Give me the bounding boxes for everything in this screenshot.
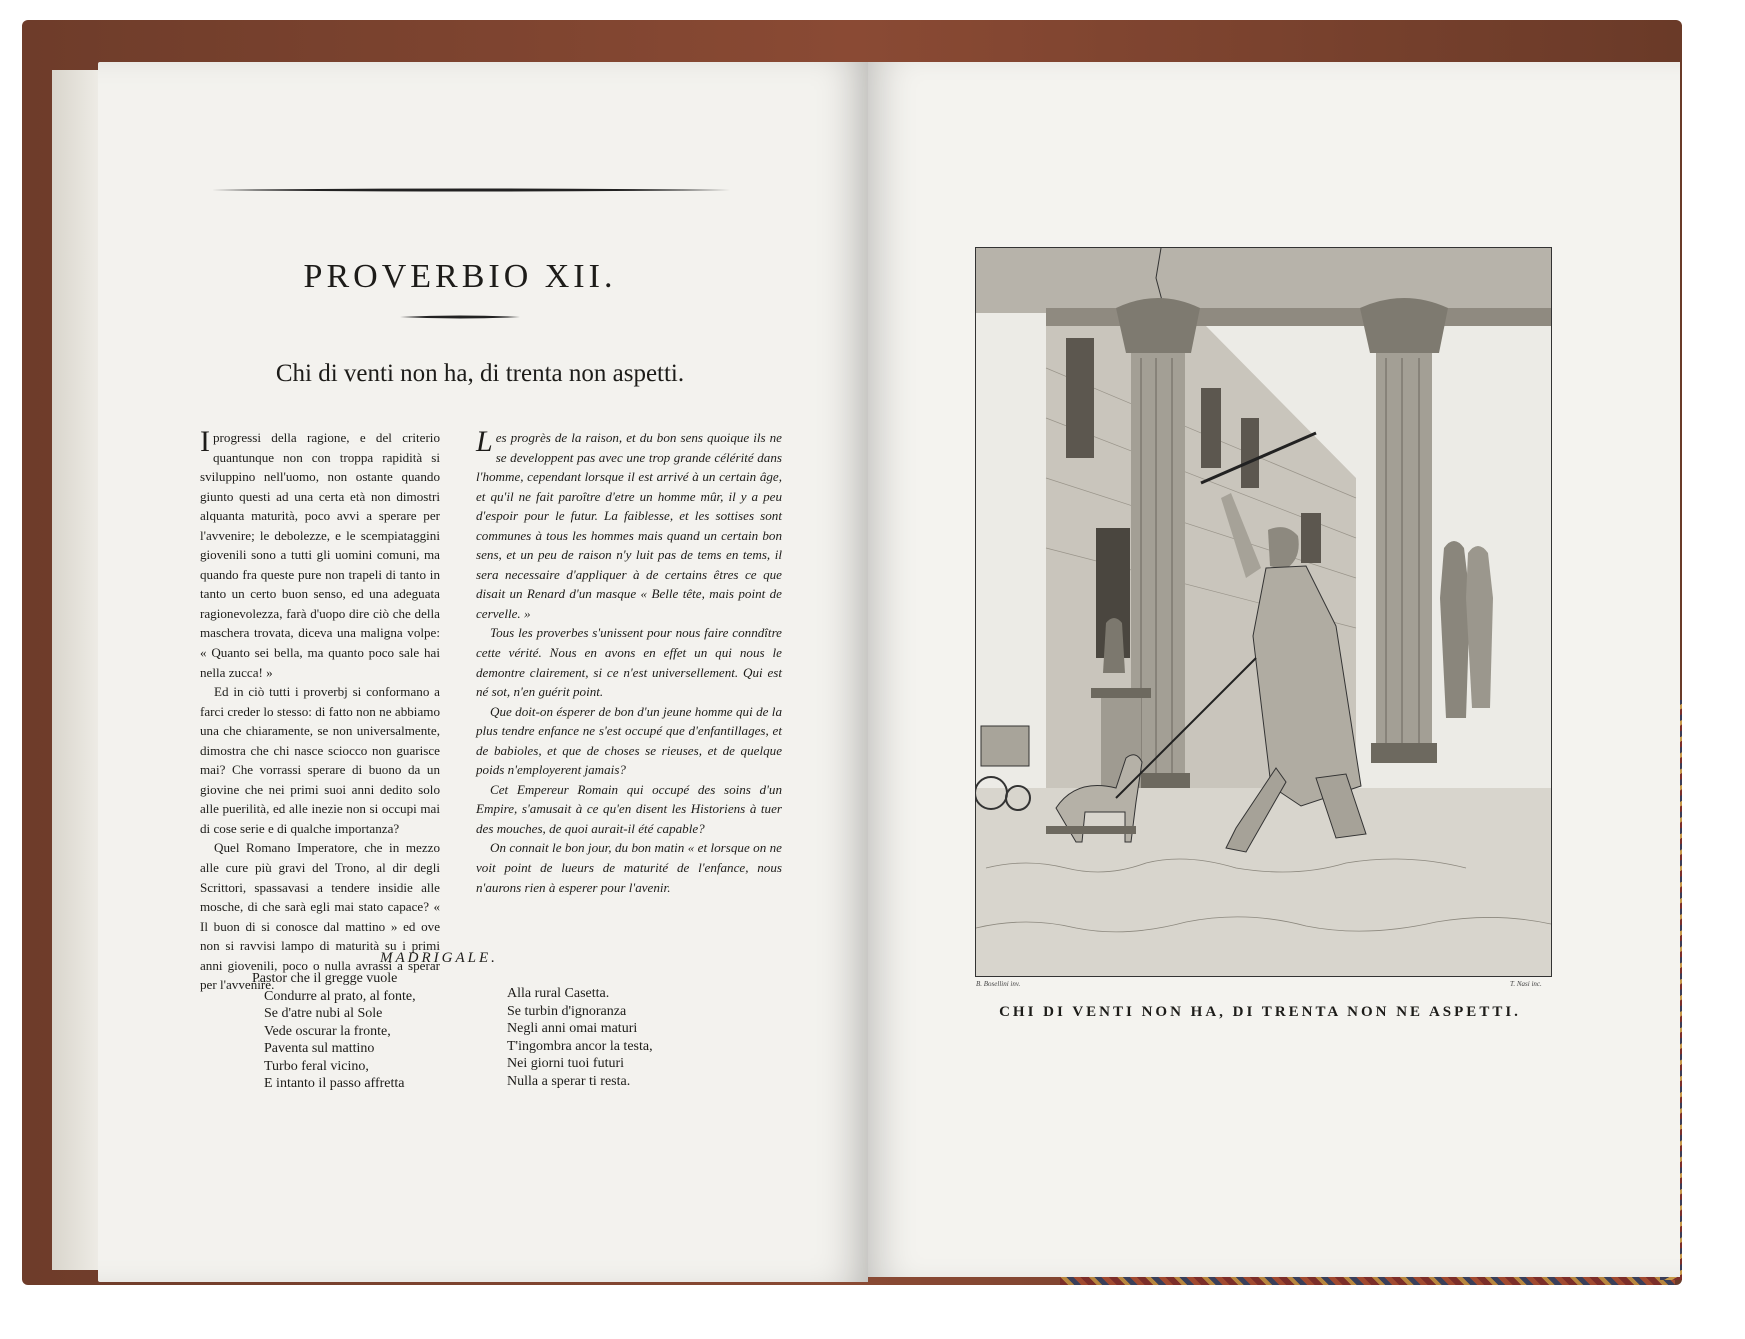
verse-line: Vede oscurar la fronte, [264, 1023, 391, 1039]
french-paragraph: Les progrès de la raison, et du bon sens quoique ils ne se developpent pas avec une trop grande célérité dans l'homme, cependant lorsque il est arrivé à un certain âge, et qu'il ne fait paroître d'etre un homme mûr, il y a peu d'espoir pour le futur. La faiblesse, et les sottises sont communes à tous les hommes mais quand un certain bon sens, et un peu de raison n'y luit pas de tems en tems, il sera necessaire d'appliquer à de certains êtres ce que disait un Renard d'un masque « Belle tête, mais point de cervelle. » [476, 425, 782, 621]
french-paragraph: Que doit-on ésperer de bon d'un jeune homme qui de la plus tendre enfance ne s'est occupé que d'enfantillages, et de babioles, et que de choses se rieuses, et de quelque poids n'employerent jamais? [476, 703, 782, 778]
verse-line: Nei giorni tuoi futuri [507, 1056, 625, 1071]
ornamental-rule-small [400, 315, 520, 319]
verse-line: Nulla a sperar ti resta. [507, 1073, 631, 1089]
verse-line: Turbo feral vicino, [264, 1058, 369, 1074]
ornamental-rule-top [212, 188, 730, 192]
verse-line: Condurre al prato, al fonte, [264, 988, 416, 1004]
verse-line: Alla rural Casetta. [507, 986, 610, 1001]
french-paragraph: Tous les proverbes s'unissent pour nous faire conndître cette vérité. Nous en avons en effet un qui nous le demontre clairement, si ce n'est universellement. Qui est né sot, n'en guérit point. [476, 625, 782, 700]
madrigal-stanza-b [507, 985, 653, 1090]
italian-paragraph: Quel Romano Imperatore, che in mezzo alle cure più gravi del Trono, al dir degli Scrittori, spassavasi a tendere insidie alle mosche, di che sarà egli mai stato capace? « Il buon di si conosce dal mattino » ed ove non si ravvisi lampo di maturità su i primi anni giovenili, poco o nulla avrassi a sperar per l'avvenire. [200, 840, 440, 993]
verse-line: E intanto il passo affretta [264, 1076, 405, 1091]
madrigal-stanza-a [252, 970, 416, 1093]
verse-line: Pastor che il gregge vuole [252, 971, 398, 986]
proverb-subtitle: Chi di venti non ha, di trenta non aspetti. [275, 360, 685, 387]
page-stack-edge [52, 70, 102, 1270]
page-title: PROVERBIO XII. [303, 258, 617, 295]
italian-paragraph: Ed in ciò tutti i proverbj si conformano a farci creder lo stesso: di fatto non ne abbiamo una che chiaramente, se non universalmente, dimostra che chi nasce sciocco non guarisce mai? Che vorrassi sperare di buono da un giovine che nei primi suoi anni dedito solo alle puerilità, ed alle inezie non si occupi mai di cose serie e di qualche importanza? [200, 684, 440, 836]
french-paragraph: On connait le bon jour, du bon matin « et lorsque on ne voit point de lueurs de maturité de l'enfance, nous n'aurons rien à esperer pour l'avenir. [476, 840, 782, 895]
italian-paragraph: I progressi della ragione, e del criterio quantunque non con troppa rapidità si sviluppino nell'uomo, non ostante quando giunto questi ad una certa età non dimostri alquanta maturità, poco avvi a sperare per l'avvenire; le debolezze, e le scempiataggini giovenili sono a tutti gli uomini comuni, ma quando fra queste pure non trapeli di tanto in tanto un certo buon senso, ed una adeguata ragionevolezza, farà d'uopo dire ciò che della maschera trovata, diceva una maligna volpe: « Quanto sei bella, ma quanto poco sale hai nella zucca! » [200, 425, 440, 680]
drop-cap: I [200, 425, 210, 458]
engraving-plate [975, 247, 1552, 977]
designer-credit: B. Bosellini inv. [976, 980, 1021, 988]
plate-caption: CHI DI VENTI NON HA, DI TRENTA NON NE ASPETTI. [999, 1004, 1521, 1020]
verse-line: Negli anni omai maturi [507, 1021, 638, 1036]
verse-line: Paventa sul mattino [264, 1041, 375, 1056]
italian-text-column [200, 425, 440, 995]
verse-line: Se turbin d'ignoranza [507, 1003, 627, 1019]
verse-line: T'ingombra ancor la testa, [507, 1038, 653, 1054]
verse-line: Se d'atre nubi al Sole [264, 1006, 383, 1021]
engraver-credit: T. Nasi inc. [1510, 980, 1542, 988]
engraving-illustration [976, 248, 1551, 976]
french-paragraph: Cet Empereur Romain qui occupé des soins d'un Empire, s'amusait à ce qu'en disent les Historiens à tuer des mouches, de quoi aurait-il été capable? [476, 781, 782, 836]
french-text-column [476, 425, 782, 897]
madrigal-heading: MADRIGALE. [380, 950, 498, 966]
drop-cap: L [476, 425, 493, 458]
